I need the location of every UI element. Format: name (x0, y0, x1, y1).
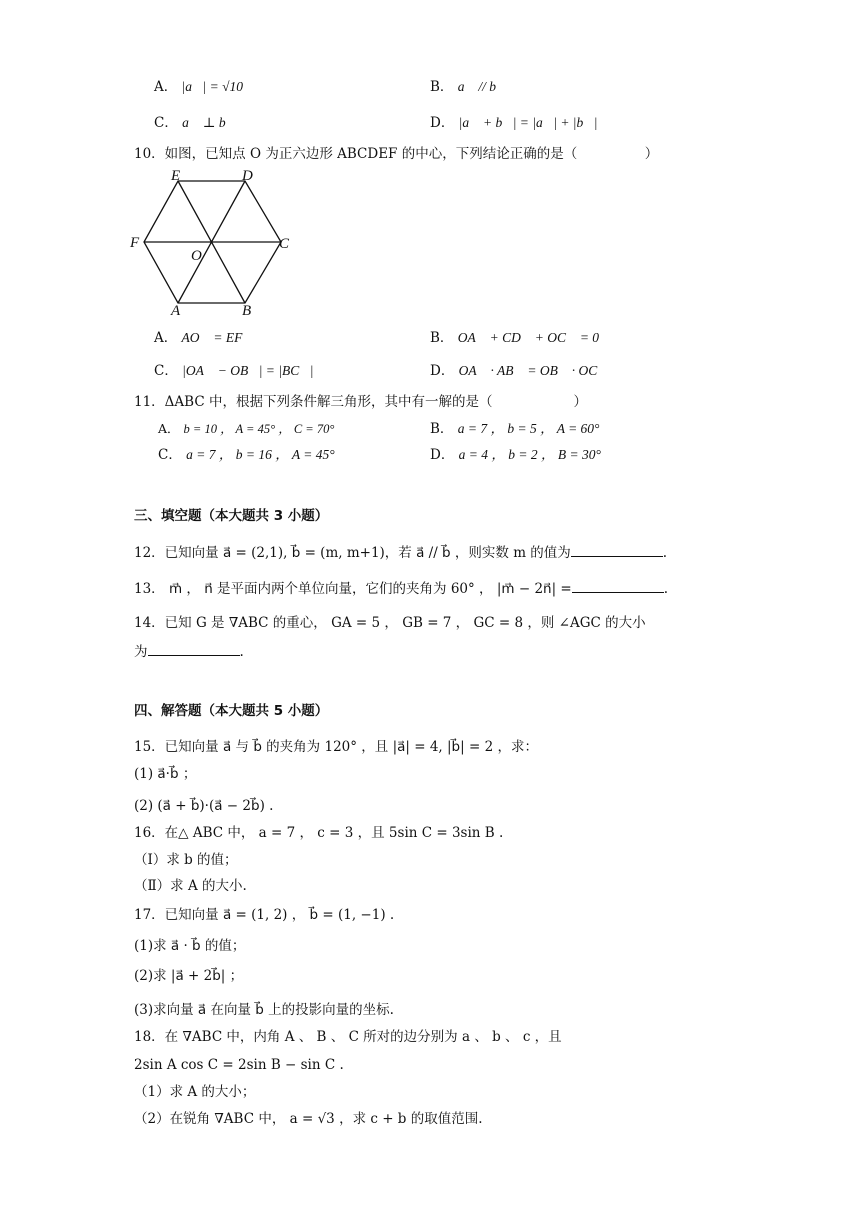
option-label: A． (154, 330, 178, 346)
q13-text: 13． m⃗ ， n⃗ 是平面内两个单位向量，它们的夹角为 60° ， |m⃗ − 2n⃗| = (134, 581, 572, 597)
option-label: B． (430, 330, 454, 346)
q13-end: . (663, 581, 669, 597)
q18-part1: （1）求 A 的大小； (134, 1084, 256, 1100)
option-expr: OA⃗ + CD⃗ + OC⃗ = 0⃗ (457, 330, 610, 345)
q9-option-a (154, 78, 243, 96)
q15-part2: (2) (a⃗ + b⃗)·(a⃗ − 2b⃗) . (134, 798, 274, 814)
option-expr: a⃗ // b⃗ (457, 79, 507, 94)
q18-part2: （2）在锐角 ∇ABC 中， a = √3 ，求 c + b 的取值范围. (134, 1111, 483, 1127)
q10-option-b (430, 329, 610, 347)
q12 (134, 542, 667, 562)
q15: 15．已知向量 a⃗ 与 b⃗ 的夹角为 120° ，且 |a⃗| = 4, |b⃗| = 2 ，求： (134, 739, 538, 755)
option-label: D． (430, 447, 455, 463)
q14-line2 (134, 641, 244, 661)
q10-option-a (154, 329, 253, 347)
q16: 16．在△ ABC 中， a = 7 ， c = 3 ，且 5sin C = 3sin B . (134, 825, 504, 841)
option-label: C． (154, 115, 178, 131)
q14-text: 为 (134, 644, 148, 660)
q12-text: 12．已知向量 a⃗ = (2,1), b⃗ = (m, m+1)，若 a⃗ // b⃗ ，则实数 m 的值为 (134, 545, 571, 561)
vertex-label-a: A (171, 303, 181, 318)
option-expr: a = 7 ， b = 5 ， A = 60° (457, 421, 600, 436)
option-label: A． (154, 79, 178, 95)
q17: 17．已知向量 a⃗ = (1, 2) ， b⃗ = (1, −1) . (134, 907, 395, 923)
option-label: C． (158, 447, 182, 463)
q14-line1: 14．已知 G 是 ∇ABC 的重心， GA = 5 ， GB = 7 ， GC = 8 ，则 ∠AGC 的大小 (134, 615, 646, 631)
vertex-label-b: B (242, 303, 252, 318)
q16-part1: （Ⅰ）求 b 的值； (134, 852, 238, 868)
vertex-label-e: E (171, 168, 181, 184)
option-label: B． (430, 421, 454, 437)
option-label: C． (154, 363, 178, 379)
q18-line1: 18．在 ∇ABC 中，内角 A 、 B 、 C 所对的边分别为 a 、 b 、 c ，且 (134, 1029, 562, 1045)
option-label: D． (430, 115, 455, 131)
option-expr: a = 4 ， b = 2 ， B = 30° (458, 447, 601, 462)
option-expr: |OA⃗ − OB⃗| = |BC⃗| (182, 363, 314, 378)
vertex-label-o: O (191, 248, 202, 264)
q12-end: . (662, 545, 668, 561)
option-expr: b = 10 ， A = 45° ， C = 70° (183, 422, 335, 436)
q9-option-d (430, 114, 597, 132)
q9-option-b (430, 78, 506, 96)
option-label: D． (430, 363, 455, 379)
q11-option-c (158, 446, 335, 464)
option-expr: a = 7 ， b = 16 ， A = 45° (186, 447, 335, 462)
answer-blank[interactable] (572, 578, 664, 593)
q17-part1: (1)求 a⃗ · b⃗ 的值； (134, 938, 246, 954)
vertex-label-f: F (130, 235, 140, 251)
q10-option-c (154, 362, 313, 380)
option-label: B． (430, 79, 454, 95)
section4-title: 四、解答题（本大题共 5 小题） (134, 703, 329, 719)
option-expr: AO⃗ = EF⃗ (181, 330, 253, 345)
section3-title: 三、填空题（本大题共 3 小题） (134, 508, 329, 524)
q14-end: . (239, 644, 244, 660)
q9-option-c (154, 114, 236, 132)
vertex-label-c: C (279, 236, 290, 252)
q10-stem: 10．如图，已知点 O 为正六边形 ABCDEF 的中心，下列结论正确的是（ ） (134, 146, 659, 162)
option-label: A． (158, 421, 180, 436)
answer-blank[interactable] (571, 542, 663, 557)
q10-option-d (430, 362, 608, 380)
q18-line2: 2sin A cos C = 2sin B − sin C . (134, 1057, 344, 1073)
q11-option-d (430, 446, 601, 464)
hexagon-figure (128, 168, 298, 318)
option-expr: |a⃗| = √10 (181, 79, 243, 94)
q11-option-b (430, 420, 599, 438)
option-expr: |a⃗ + b⃗| = |a⃗| + |b⃗| (458, 115, 598, 130)
q16-part2: （Ⅱ）求 A 的大小. (134, 878, 247, 894)
q11-option-a (158, 420, 334, 438)
q11-stem: 11．ΔABC 中，根据下列条件解三角形，其中有一解的是（ ） (134, 394, 587, 410)
q13 (134, 578, 668, 598)
option-expr: a⃗ ⊥ b⃗ (182, 115, 237, 130)
q17-part2: (2)求 |a⃗ + 2b⃗| ； (134, 968, 244, 984)
answer-blank[interactable] (148, 641, 240, 656)
option-expr: OA⃗ · AB⃗ = OB⃗ · OC⃗ (458, 363, 608, 378)
q15-part1: (1) a⃗·b⃗ ； (134, 766, 197, 782)
q17-part3: (3)求向量 a⃗ 在向量 b⃗ 上的投影向量的坐标. (134, 1002, 394, 1018)
vertex-label-d: D (242, 168, 253, 184)
